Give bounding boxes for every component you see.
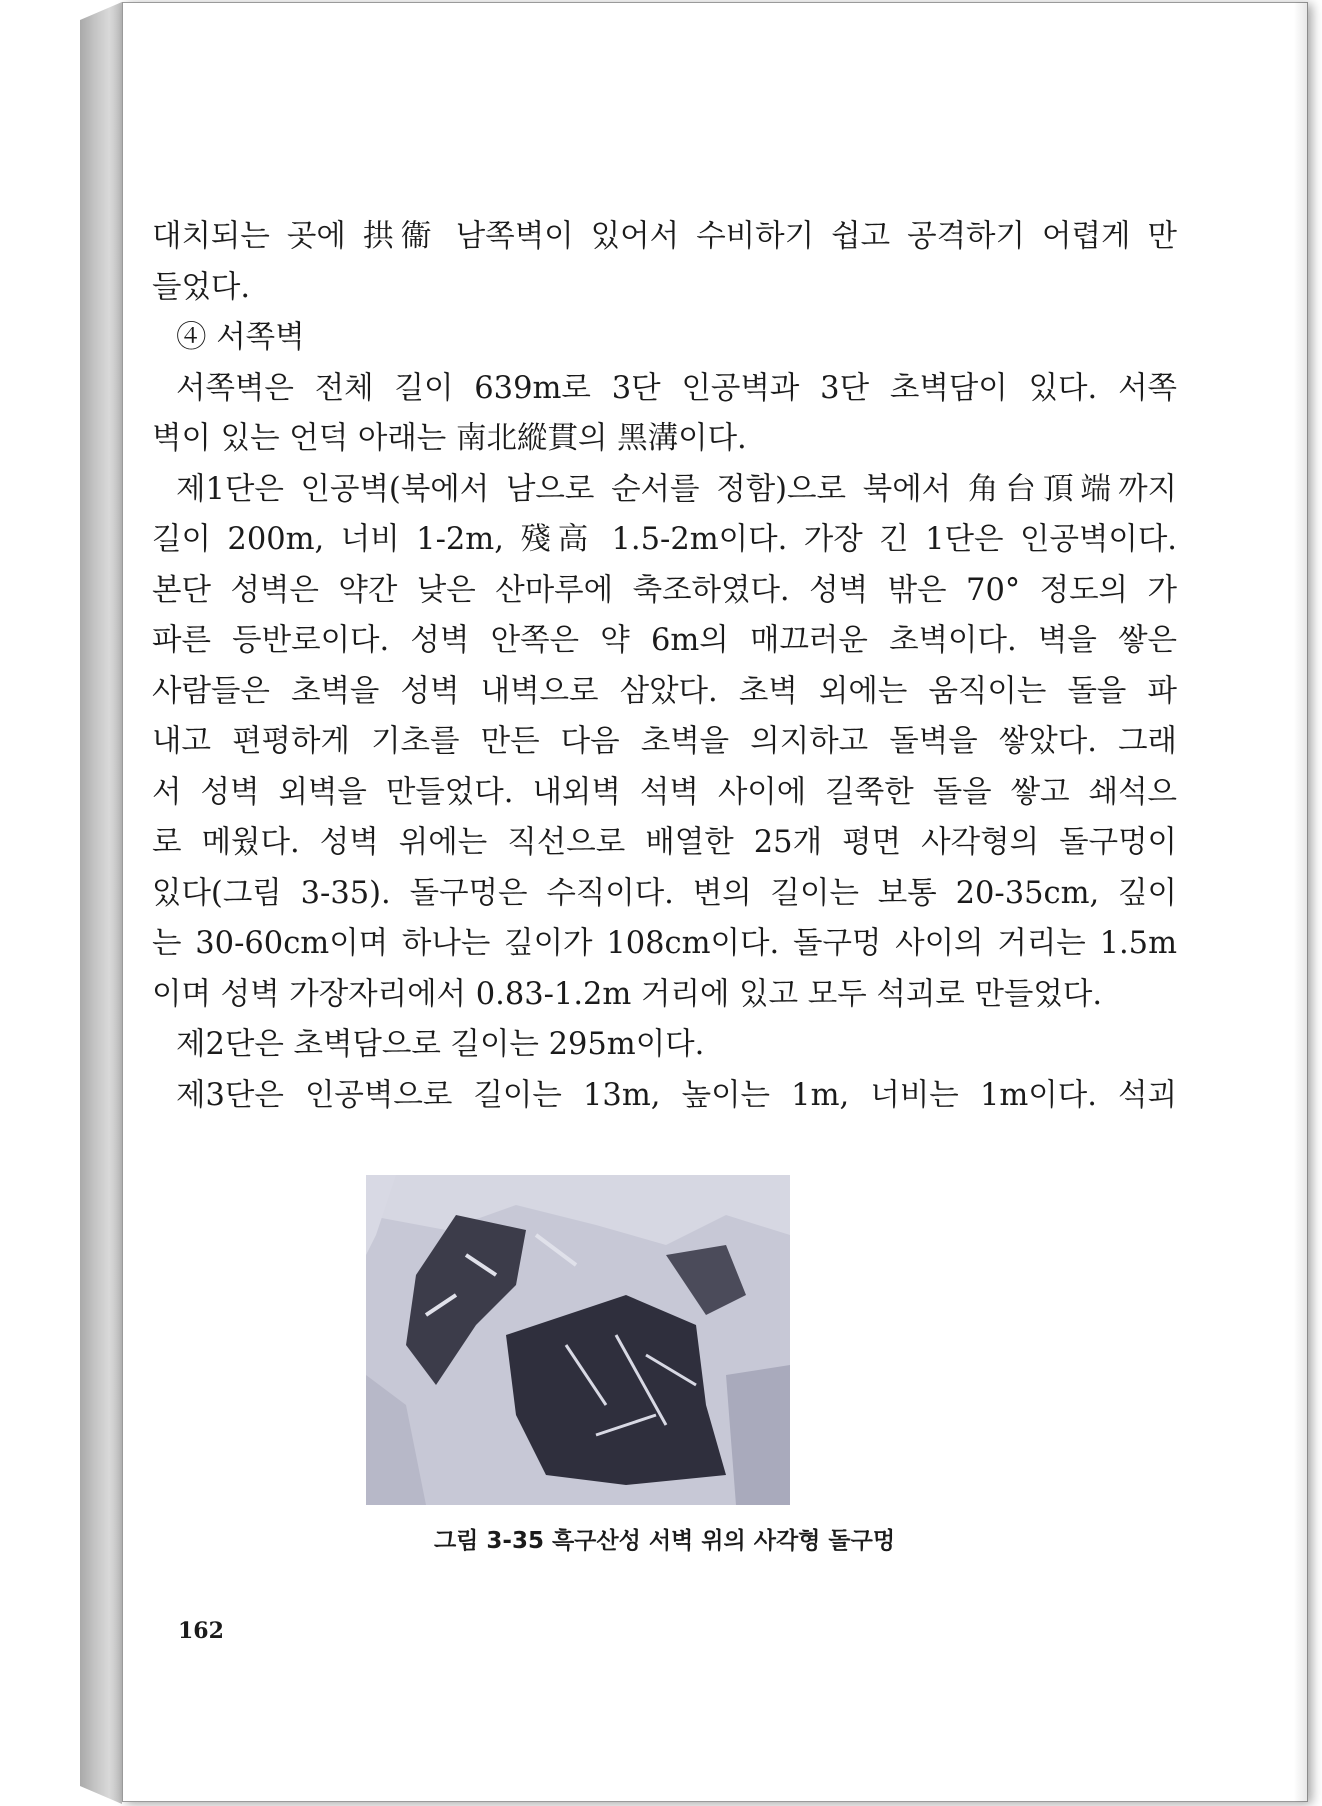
text-line: 들었다. [152,269,251,305]
section-heading: ④ 서쪽벽 [176,320,305,355]
body-text [152,212,1177,1121]
text-line: 서 성벽 외벽을 만들었다. 내외벽 석벽 사이에 길쭉한 돌을 쌓고 쇄석으 [152,774,1177,810]
stone-hole-photo [366,1175,790,1505]
text-line: 길이 200m, 너비 1-2m, 殘高 1.5-2m이다. 가장 긴 1단은 인공벽이다. [152,522,1177,557]
page-edge-shadow [1294,2,1308,1802]
text-line: 이며 성벽 가장자리에서 0.83-1.2m 거리에 있고 모두 석괴로 만들었다. [152,976,1103,1012]
text-line: 본단 성벽은 약간 낮은 산마루에 축조하였다. 성벽 밖은 70° 정도의 가 [152,572,1177,608]
text-line: 사람들은 초벽을 성벽 내벽으로 삼았다. 초벽 외에는 움직이는 돌을 파 [152,673,1177,709]
text-line: 로 메웠다. 성벽 위에는 직선으로 배열한 25개 평면 사각형의 돌구멍이 [152,825,1177,860]
text-line: 는 30-60cm이며 하나는 깊이가 108cm이다. 돌구멍 사이의 거리는 1.5m [152,926,1177,961]
text-line: 제1단은 인공벽(북에서 남으로 순서를 정함)으로 북에서 角台頂端까지 [176,471,1177,507]
text-line: 벽이 있는 언덕 아래는 南北縱貫의 黑溝이다. [152,421,747,456]
book-spine [80,2,122,1804]
text-line: 대치되는 곳에 拱衞 남쪽벽이 있어서 수비하기 쉽고 공격하기 어렵게 만 [152,219,1177,254]
figure-caption: 그림 3-35 흑구산성 서벽 위의 사각형 돌구멍 [433,1528,896,1554]
text-line: 파른 등반로이다. 성벽 안쪽은 약 6m의 매끄러운 초벽이다. 벽을 쌓은 [152,623,1177,658]
text-line: 제2단은 초벽담으로 길이는 295m이다. [176,1027,705,1062]
text-line: 서쪽벽은 전체 길이 639m로 3단 인공벽과 3단 초벽담이 있다. 서쪽 [176,370,1177,406]
text-line: 있다(그림 3-35). 돌구멍은 수직이다. 변의 길이는 보통 20-35cm, 깊이 [152,875,1177,911]
page-number: 162 [178,1618,224,1644]
text-line: 내고 편평하게 기초를 만든 다음 초벽을 의지하고 돌벽을 쌓았다. 그래 [152,724,1177,759]
text-line: 제3단은 인공벽으로 길이는 13m, 높이는 1m, 너비는 1m이다. 석괴 [176,1077,1177,1113]
